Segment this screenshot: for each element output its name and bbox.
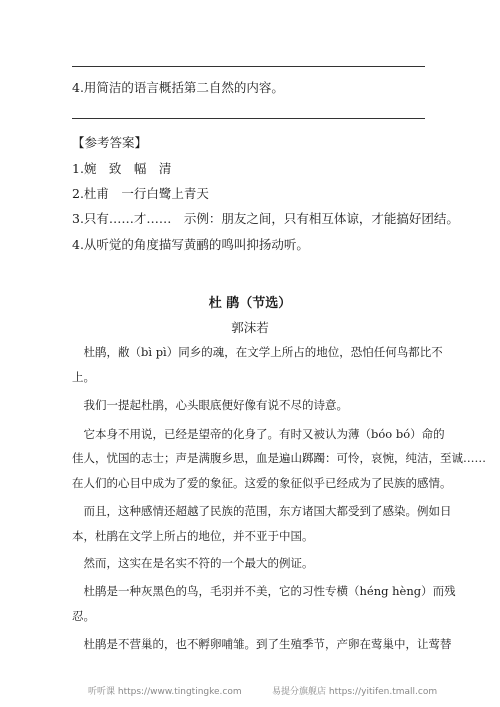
answer-item: 2.杜甫 一行白鹭上青天 — [72, 186, 209, 201]
answer-item: 3.只有……才…… 示例：朋友之间，只有相互体谅，才能搞好团结。 — [72, 211, 459, 226]
question-4: 4.用简洁的语言概括第二自然的内容。 — [72, 80, 284, 95]
article-line: 上。 — [72, 370, 95, 384]
answer-item: 4.从听觉的角度描写黄鹂的鸣叫抑扬动听。 — [72, 237, 309, 252]
article-line: 忍。 — [72, 609, 95, 623]
article-line: 杜鹃是一种灰黑色的鸟，毛羽并不美，它的习性专横（héng hèng）而残 — [72, 584, 456, 598]
answer-rule-bottom — [72, 118, 425, 119]
answers-header: 【参考答案】 — [72, 135, 148, 150]
article-line: 它本身不用说，已经是望帝的化身了。有时又被认为薄（bóo bó）命的 — [72, 427, 445, 441]
article-title: 杜 鹃（节选） — [208, 296, 292, 311]
answer-rule-top — [72, 66, 425, 67]
article-author: 郭沫若 — [231, 320, 269, 335]
article-line: 杜鹃，敝（bì pì）同乡的魂，在文学上所占的地位，恐怕任何鸟都比不 — [72, 345, 443, 359]
article-line: 我们一提起杜鹃，心头眼底便好像有说不尽的诗意。 — [72, 398, 348, 412]
footer-left-link[interactable]: 听听课 https://www.tingtingke.com — [88, 687, 242, 697]
footer-right-link[interactable]: 易提分旗舰店 https://yitifen.tmall.com — [272, 687, 438, 697]
article-line: 然而，这实在是名实不符的一个最大的例证。 — [72, 556, 314, 570]
article-line: 佳人，忧国的志士；声是满腹乡思，血是遍山踯躅：可怜，哀惋，纯洁，至诚…… — [72, 451, 486, 465]
article-line: 杜鹃是不营巢的，也不孵卵哺雏。到了生殖季节，产卵在莺巢中，让莺替 — [72, 637, 452, 651]
article-line: 而且，这种感情还超越了民族的范围，东方诸国大都受到了感染。例如日 — [72, 504, 452, 518]
article-line: 本，杜鹃在文学上所占的地位，并不亚于中国。 — [72, 529, 314, 543]
article-line: 在人们的心目中成为了爱的象征。这爱的象征似乎已经成为了民族的感情。 — [72, 476, 452, 490]
answer-item: 1.婉 致 幅 清 — [72, 161, 172, 176]
